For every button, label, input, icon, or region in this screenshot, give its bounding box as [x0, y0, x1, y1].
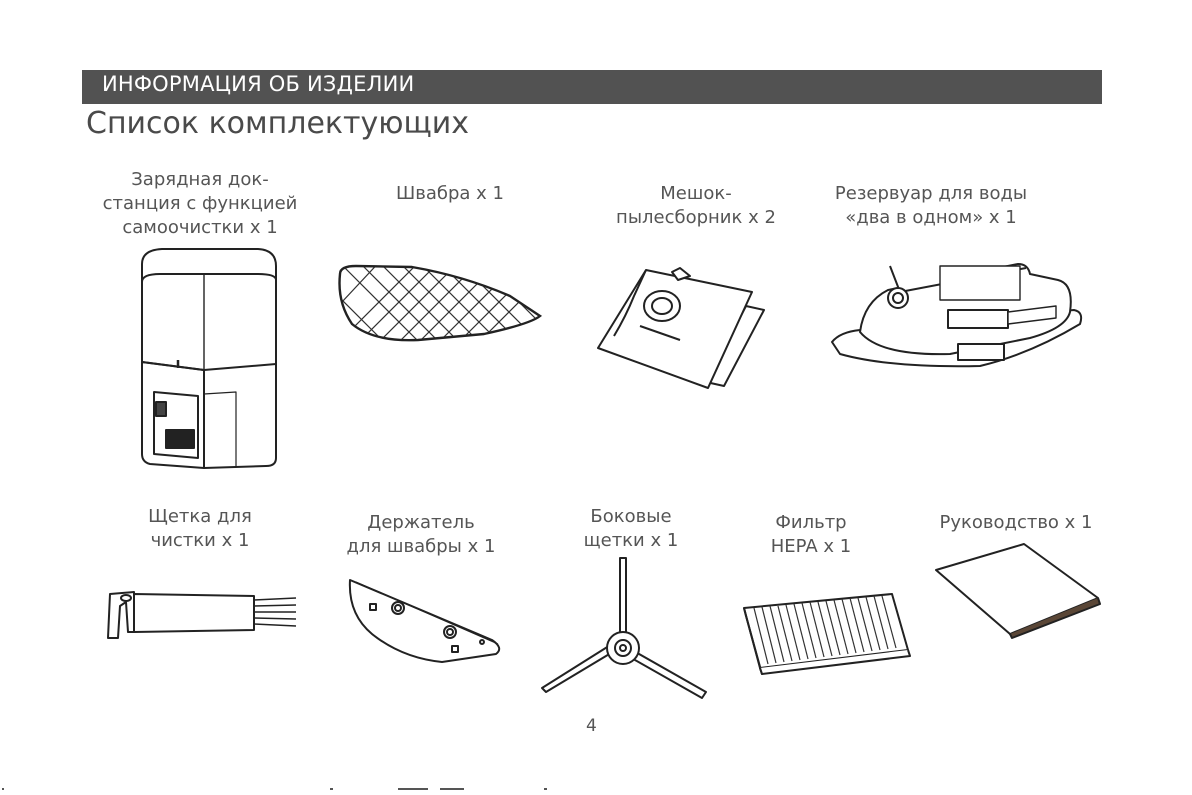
hepa-filter-icon: [740, 590, 912, 674]
section-title: ИНФОРМАЦИЯ ОБ ИЗДЕЛИИ: [102, 72, 415, 96]
item-label-line: Держатель: [367, 512, 475, 533]
item-label-manual: [926, 511, 1106, 535]
item-label-water-tank: [826, 182, 1036, 230]
page-number: 4: [586, 716, 597, 736]
water-tank-icon: [830, 262, 1086, 370]
scan-artifact-line: [0, 787, 560, 791]
item-label-hepa-filter: [746, 511, 876, 559]
item-label-mop-holder: [336, 511, 506, 559]
item-label-line: Боковые: [590, 506, 672, 527]
item-label-line: станция с функцией: [102, 193, 298, 214]
item-label-line: Резервуар для воды: [834, 183, 1028, 204]
page-title: Список комплектующих: [86, 106, 470, 141]
item-label-line: чистки x 1: [150, 530, 250, 551]
item-label-line: щетки x 1: [583, 530, 679, 551]
item-label-line: Мешок-: [660, 183, 732, 204]
item-label-line: Щетка для: [148, 506, 252, 527]
section-header-bar: [82, 70, 1102, 104]
docking-station-icon: [136, 244, 280, 472]
item-label-line: Зарядная док-: [131, 169, 269, 190]
item-label-line: для швабры x 1: [346, 536, 496, 557]
cleaning-brush-icon: [104, 586, 300, 646]
item-label-docking-station: [100, 168, 300, 240]
item-label-side-brush: [566, 505, 696, 553]
dust-bag-icon: [596, 266, 766, 392]
item-label-line: Фильтр: [775, 512, 847, 533]
item-label-line: самоочистки x 1: [122, 217, 278, 238]
item-label-mop-pad: [360, 182, 540, 206]
item-label-dust-bag: [606, 182, 786, 230]
mop-pad-icon: [334, 262, 542, 344]
mop-holder-icon: [342, 574, 508, 668]
item-label-line: Швабра x 1: [396, 183, 504, 204]
item-label-cleaning-brush: [120, 505, 280, 553]
item-label-line: «два в одном» x 1: [845, 207, 1017, 228]
manual-icon: [932, 540, 1104, 640]
item-label-line: Руководство x 1: [939, 512, 1093, 533]
item-label-line: пылесборник x 2: [616, 207, 776, 228]
item-label-line: HEPA x 1: [770, 536, 852, 557]
side-brush-icon: [540, 554, 710, 702]
